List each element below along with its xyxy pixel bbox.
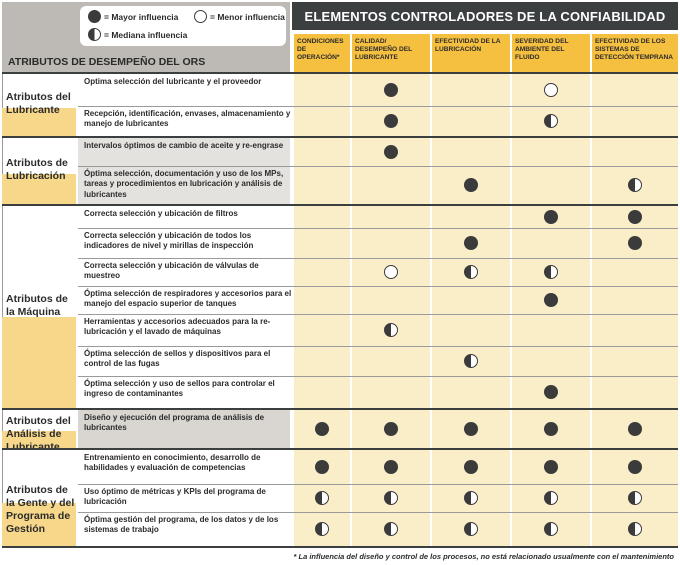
medium-influence-icon — [628, 491, 642, 505]
medium-influence-icon — [464, 354, 478, 368]
medium-influence-icon — [384, 522, 398, 536]
row-description: Optima selección del lubricante y el proveedor — [84, 77, 262, 86]
minor-influence-icon — [544, 83, 558, 97]
medium-influence-icon — [464, 522, 478, 536]
medium-influence-icon — [315, 491, 329, 505]
major-influence-icon — [544, 210, 558, 224]
row-description: Recepción, identificación, envases, almacenamiento y manejo de lubricantes — [84, 109, 291, 129]
row-description: Correcta selección y ubicación de todos los indicadores de nivel y mirillas de inspección — [84, 231, 254, 251]
row-divider — [78, 228, 678, 229]
row-description: Diseño y ejecución del programa de análisis de lubricantes — [84, 413, 265, 433]
half-circle-icon — [88, 28, 101, 41]
major-influence-icon — [464, 236, 478, 250]
empty-circle-icon — [194, 10, 207, 23]
full-circle-icon — [88, 10, 101, 23]
medium-influence-icon — [464, 265, 478, 279]
medium-influence-icon — [544, 522, 558, 536]
category-label: Atributos del Análisis de — [6, 415, 71, 441]
row-description: Herramientas y accesorios adecuados para la re-lubricación y el lavado de máquinas — [84, 317, 271, 337]
category-label: Atributos de Lubricación — [6, 157, 68, 183]
medium-influence-icon — [628, 522, 642, 536]
row-divider — [78, 106, 678, 107]
medium-influence-icon — [544, 491, 558, 505]
major-influence-icon — [464, 460, 478, 474]
major-influence-icon — [544, 422, 558, 436]
row-divider — [78, 258, 678, 259]
column-header-1: CONDICIONES DE OPERACIÓN* — [294, 34, 350, 72]
major-influence-icon — [544, 460, 558, 474]
major-influence-icon — [628, 422, 642, 436]
major-influence-icon — [464, 422, 478, 436]
medium-influence-icon — [544, 114, 558, 128]
row-divider — [78, 484, 678, 485]
category-label: Atributos de la Máquina — [6, 293, 68, 319]
legend-major-label: = Mayor influencia — [104, 11, 179, 22]
major-influence-icon — [628, 210, 642, 224]
column-band-1 — [294, 72, 350, 546]
row-description: Óptima gestión del programa, de los datos y de los sistemas de trabajo — [84, 515, 279, 535]
row-description: Óptima selección y uso de sellos para controlar el ingreso de contaminantes — [84, 379, 275, 399]
medium-influence-icon — [544, 265, 558, 279]
major-influence-icon — [315, 422, 329, 436]
major-influence-icon — [384, 114, 398, 128]
major-influence-icon — [464, 178, 478, 192]
medium-influence-icon — [384, 323, 398, 337]
medium-influence-icon — [628, 178, 642, 192]
major-influence-icon — [384, 460, 398, 474]
major-influence-icon — [628, 460, 642, 474]
row-divider — [78, 512, 678, 513]
row-description: Óptima selección, documentación y uso de los MPs, tareas y procedimientos en lubricación y análisis de lubricantes — [84, 169, 284, 199]
column-band-2 — [352, 72, 430, 546]
table-bottom-border — [2, 546, 678, 548]
row-description: Uso óptimo de métricas y KPIs del programa de lubricación — [84, 487, 266, 507]
major-influence-icon — [544, 385, 558, 399]
column-header-2: CALIDAD/ DESEMPEÑO DEL LUBRICANTE — [352, 34, 430, 72]
major-influence-icon — [544, 293, 558, 307]
medium-influence-icon — [315, 522, 329, 536]
row-divider — [78, 166, 678, 167]
category-label: Atributos de la Gente y del Programa de Gestión — [6, 484, 75, 536]
major-influence-icon — [384, 145, 398, 159]
major-influence-icon — [628, 236, 642, 250]
row-description: Correcta selección y ubicación de filtros — [84, 209, 238, 218]
major-influence-icon — [384, 422, 398, 436]
row-description: Intervalos óptimos de cambio de aceite y re-engrase — [84, 141, 284, 150]
category-accent — [2, 317, 76, 408]
row-divider — [78, 286, 678, 287]
category-label: Atributos del Lubricante — [6, 91, 71, 117]
row-divider — [78, 346, 678, 347]
column-header-5: EFECTIVIDAD DE LOS SISTEMAS DE DETECCIÓN TEMPRANA — [592, 34, 678, 72]
legend-minor-label: = Menor influencia — [210, 11, 285, 22]
medium-influence-icon — [384, 491, 398, 505]
legend — [80, 6, 286, 46]
major-influence-icon — [384, 83, 398, 97]
minor-influence-icon — [384, 265, 398, 279]
legend-minor — [194, 10, 285, 23]
legend-major — [88, 10, 178, 23]
major-influence-icon — [315, 460, 329, 474]
column-band-4 — [512, 72, 590, 546]
footnote: * La influencia del diseño y control de los procesos, no está relacionado usualmente con el mantenimiento — [293, 552, 674, 561]
column-header-3: EFECTIVIDAD DE LA LUBRICACIÓN — [432, 34, 510, 72]
row-description: Óptima selección de respiradores y accesorios para el manejo del espacio superior de tanques — [84, 289, 292, 309]
medium-influence-icon — [464, 491, 478, 505]
page-title: ELEMENTOS CONTROLADORES DE LA CONFIABILIDAD — [292, 2, 678, 30]
legend-medium-label: = Mediana influencia — [104, 29, 188, 40]
row-description: Correcta selección y ubicación de válvulas de muestreo — [84, 261, 259, 281]
legend-medium — [88, 28, 187, 41]
row-description: Entrenamiento en conocimiento, desarrollo de habilidades y evaluación de competencias — [84, 453, 261, 473]
row-description: Óptima selección de sellos y dispositivos para el control de las fugas — [84, 349, 271, 369]
column-band-5 — [592, 72, 678, 546]
row-divider — [78, 376, 678, 377]
attributes-heading: ATRIBUTOS DE DESEMPEÑO DEL ORS — [8, 56, 206, 68]
column-header-4: SEVERIDAD DEL AMBIENTE DEL FLUIDO — [512, 34, 590, 72]
column-band-3 — [432, 72, 510, 546]
row-divider — [78, 314, 678, 315]
